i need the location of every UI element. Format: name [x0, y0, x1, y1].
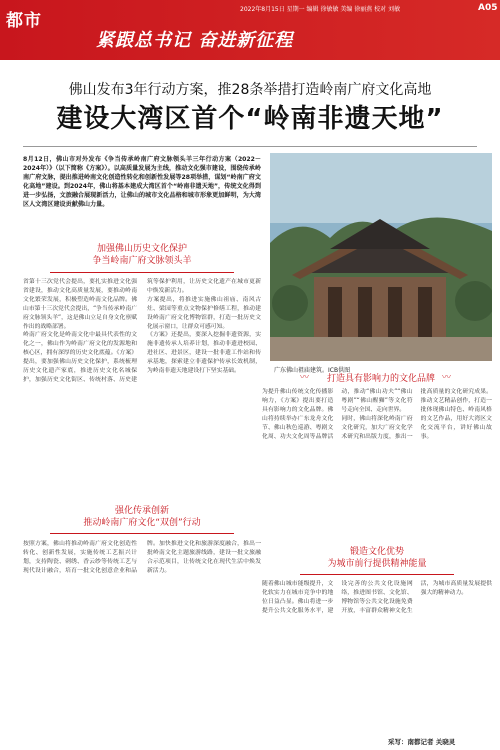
lead-paragraph: 8月12日，佛山市对外发布《争当传承岭南广府文脉领头羊三年行动方案（2022－2024年）》（以下简称《方案》）。以高质量发展为主线，推动文化强市建设，围绕传承岭南广府文脉，提出推进岭南文化创造性转化和创新性发展等28项举措，谋划“岭南广府文化高地”建设。到2024年，佛山将基本建成大湾区首个“岭南非遗天地”，传统文化得到进一步弘扬，文旅融合展现新活力，让佛山的城市文化品格和城市形象更加鲜明，为大湾区人文湾区建设贡献佛山力量。 — [23, 156, 261, 209]
column-slogan: 紧跟总书记 奋进新征程 — [96, 30, 294, 51]
photo-caption: 广东佛山祖庙建筑。ICB供图 — [274, 367, 351, 374]
subhead-2: 打造具有影响力的文化品牌 — [326, 374, 435, 384]
section-3-body: 按照方案，佛山将推动岭南广府文化创造性转化、创新性发展，实施传统工艺振兴计划，支持陶瓷、刺绣、香云纱等传统工艺与现代设计融合，培育一批文化创意企业和品牌。加快推进文化和旅游深度融合，推出一批岭南文化主题旅游线路，建设一批文旅融合示范项目，让传统文化在现代生活中焕发新活力。 — [23, 541, 261, 574]
subhead-1-rule — [50, 272, 234, 273]
section-name: 都市 — [6, 11, 42, 31]
subhead-2-right-ornament: 〰 — [442, 373, 452, 383]
subhead-4-rule — [300, 574, 454, 575]
subhead-1: 加强佛山历史文化保护 争当岭南广府文脉领头羊 — [92, 244, 192, 266]
section-2-body: 为提升佛山传统文化传播影响力，《方案》提出要打造具有影响力的文化品牌。佛山将持续举办广东龙舟文化节、佛山秋色巡游、粤剧文化周、功夫文化周等品牌活动，推动“佛山功夫”“佛山粤剧”“佛山醒狮”等文化符号走向全国、走向世界。 同时，佛山将深化岭南广府文化研究，加大广府文化学术研究和出版力度，推出一批高质量的文化研究成果。推动文艺精品创作，打造一批体现佛山特色、岭南风格的文艺作品，用好大湾区文化交流平台，讲好佛山故事。 — [262, 389, 492, 440]
issue-info: 2022年8月15日 星期一 编辑 徐敏敏 美编 徐丽燕 校对 刘敏 — [240, 6, 401, 13]
section-4-body: 随着佛山城市能级提升，文化软实力在城市竞争中的地位日益凸显。佛山将进一步提升公共文化服务水平，建设完善的公共文化设施网络，推进图书馆、文化馆、博物馆等公共文化设施免费开放，丰富群众精神文化生活，为城市高质量发展提供强大的精神动力。 — [262, 581, 492, 614]
subhead-3-rule — [50, 533, 234, 534]
headline-rule — [23, 146, 477, 147]
subhead-2-left-ornament: 〰 — [300, 373, 310, 383]
subhead-4: 锻造文化优势 为城市前行提供精神能量 — [327, 547, 427, 569]
section-1-body: 省第十三次党代会提出，要扎实推进文化强省建设，推动文化高质量发展，要推动岭南文化繁荣发展，积极塑造岭南文化品牌。佛山市第十三次党代会提出，“争当传承岭南广府文脉领头羊”，这是佛山立足自身文化禀赋作出的战略部署。 岭南广府文化是岭南文化中最具代表性的文化之一，佛山作为岭南广府文化的发源地和核心区，拥有深厚的历史文化底蕴。《方案》提出，要加强佛山历史文化保护，系统梳理历史文化遗产家底，推进历史文化名城保护，加强历史文化街区、传统村落、历史建筑等保护利用，让历史文化遗产在城市更新中焕发新活力。 方案提出，将推进实施佛山祖庙、南风古灶、梁园等重点文物保护修缮工程，推动建设岭南广府文化博物馆群，打造一批历史文化展示窗口，让群众可感可知。 《方案》还提出，要深入挖掘非遗资源，实施非遗传承人培养计划，推动非遗进校园、进社区、进景区，建设一批非遗工作站和传承基地，探索建立非遗保护传承长效机制，为岭南非遗天地建设打下坚实基础。 — [23, 279, 261, 383]
subhead-3: 强化传承创新 推动岭南广府文化“双创”行动 — [83, 506, 201, 528]
temple-photo — [270, 153, 492, 361]
author-byline: 采写：南都记者 关晓灵 — [388, 738, 456, 746]
page-number-badge: A05 — [478, 3, 498, 13]
article-headline: 建设大湾区首个“岭南非遗天地” — [56, 104, 444, 134]
article-kicker: 佛山发布3年行动方案，推28条举措打造岭南广府文化高地 — [68, 82, 432, 98]
